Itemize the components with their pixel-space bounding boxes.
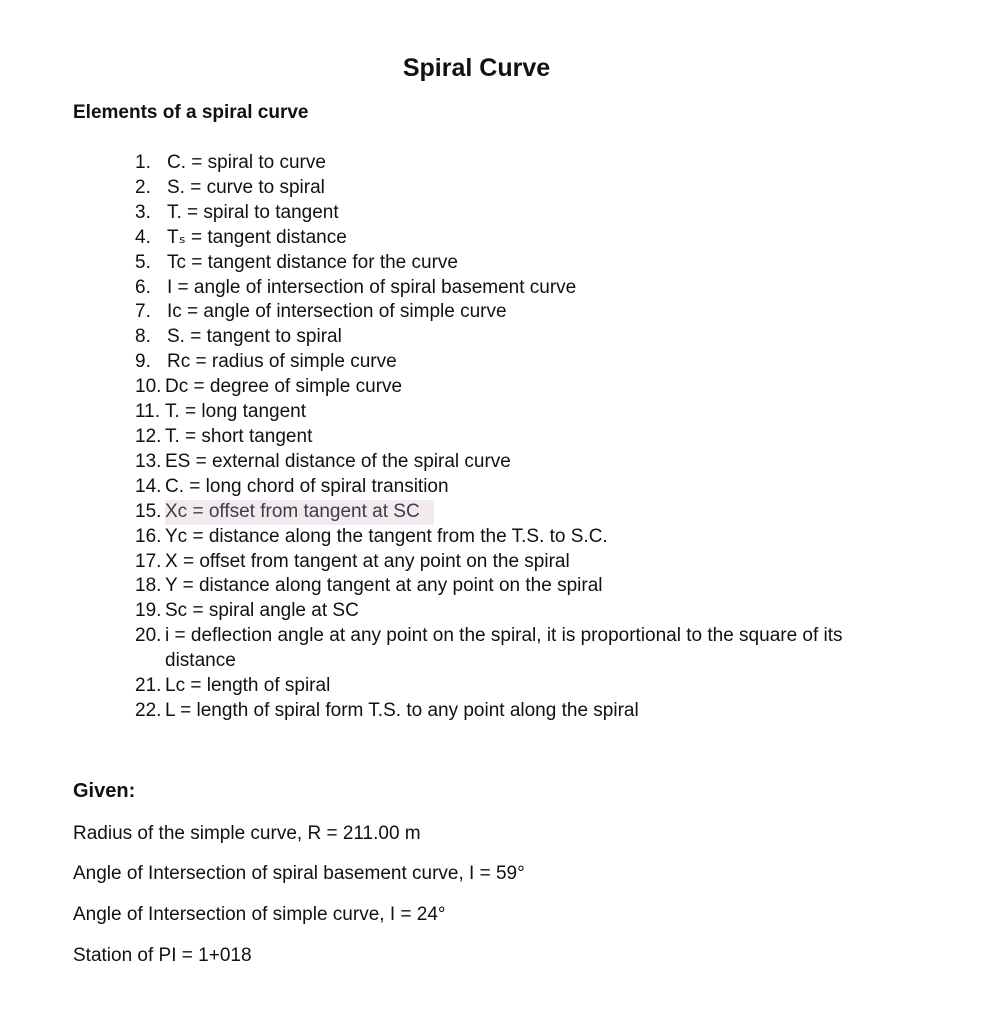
- list-item: [135, 251, 915, 276]
- list-text: C. = long chord of spiral transition: [165, 475, 449, 497]
- list-item: [135, 151, 915, 176]
- list-number: 5.: [135, 251, 151, 273]
- list-text: i = deflection angle at any point on the spiral, it is proportional to the square of its distance: [165, 625, 843, 672]
- list-item: [135, 325, 915, 350]
- list-number: 1.: [135, 152, 151, 173]
- given-heading: Given:: [73, 780, 136, 802]
- list-text: Ic = angle of intersection of simple curve: [167, 301, 507, 323]
- list-text: T. = long tangent: [165, 401, 307, 423]
- list-item: [135, 699, 915, 724]
- list-item: [135, 674, 915, 699]
- list-item: [135, 475, 915, 500]
- list-item: [135, 599, 915, 624]
- list-text: Tₛ = tangent distance: [167, 226, 347, 248]
- list-text: S. = tangent to spiral: [167, 326, 342, 348]
- list-number: 13.: [135, 450, 162, 472]
- list-item: [135, 624, 915, 674]
- list-item: [135, 550, 915, 575]
- list-text: T. = short tangent: [165, 425, 313, 447]
- elements-heading: Elements of a spiral curve: [73, 102, 309, 123]
- list-text: ES = external distance of the spiral curve: [165, 450, 511, 472]
- list-item: [135, 226, 915, 251]
- list-number: 20.: [135, 625, 162, 647]
- list-number: 3.: [135, 201, 151, 223]
- list-text: C. = spiral to curve: [167, 152, 326, 173]
- list-text: L = length of spiral form T.S. to any point along the spiral: [165, 699, 639, 721]
- list-number: 19.: [135, 600, 162, 622]
- list-number: 8.: [135, 326, 151, 348]
- list-item: [135, 450, 915, 475]
- list-item: [135, 400, 915, 425]
- list-number: 2.: [135, 176, 151, 198]
- list-text: X = offset from tangent at any point on the spiral: [165, 550, 570, 572]
- list-text: I = angle of intersection of spiral basement curve: [167, 276, 577, 298]
- list-text: Lc = length of spiral: [165, 675, 331, 697]
- list-item: [135, 201, 915, 226]
- list-number: 15.: [135, 500, 162, 522]
- list-number: 16.: [135, 525, 162, 547]
- list-number: 18.: [135, 575, 162, 597]
- list-item: [135, 176, 915, 201]
- list-number: 17.: [135, 550, 162, 572]
- list-item: [135, 350, 915, 375]
- list-text-highlighted: Xc = offset from tangent at SC: [165, 500, 434, 525]
- elements-list: [135, 151, 915, 724]
- given-radius: Radius of the simple curve, R = 211.00 m: [73, 823, 421, 844]
- list-text: Y = distance along tangent at any point on the spiral: [165, 575, 603, 597]
- list-item: [135, 574, 915, 599]
- page-title: Spiral Curve: [402, 54, 551, 82]
- list-number: 12.: [135, 425, 162, 447]
- list-number: 10.: [135, 376, 162, 398]
- list-number: 6.: [135, 276, 151, 298]
- list-text: Rc = radius of simple curve: [167, 351, 397, 373]
- list-number: 9.: [135, 351, 151, 373]
- list-text: Yc = distance along the tangent from the T.S. to S.C.: [165, 525, 608, 547]
- list-number: 14.: [135, 475, 162, 497]
- list-item-highlighted: [135, 500, 915, 525]
- list-item: [135, 276, 915, 301]
- list-text: S. = curve to spiral: [167, 176, 325, 198]
- list-text: Tc = tangent distance for the curve: [167, 251, 458, 273]
- list-item: [135, 300, 915, 325]
- list-number: 11.: [135, 401, 161, 423]
- given-simple-intersection-angle: Angle of Intersection of simple curve, I = 24°: [73, 904, 446, 925]
- list-item: [135, 525, 915, 550]
- list-text: T. = spiral to tangent: [167, 201, 339, 223]
- list-number: 21.: [135, 675, 162, 697]
- given-spiral-intersection-angle: Angle of Intersection of spiral basement curve, I = 59°: [73, 863, 525, 884]
- list-text: Sc = spiral angle at SC: [165, 600, 359, 622]
- list-item: [135, 425, 915, 450]
- list-number: 22.: [135, 699, 162, 721]
- list-number: 7.: [135, 301, 151, 323]
- list-text: Dc = degree of simple curve: [165, 376, 403, 398]
- given-pi-station: Station of PI = 1+018: [73, 945, 252, 966]
- list-item: [135, 375, 915, 400]
- list-number: 4.: [135, 226, 151, 248]
